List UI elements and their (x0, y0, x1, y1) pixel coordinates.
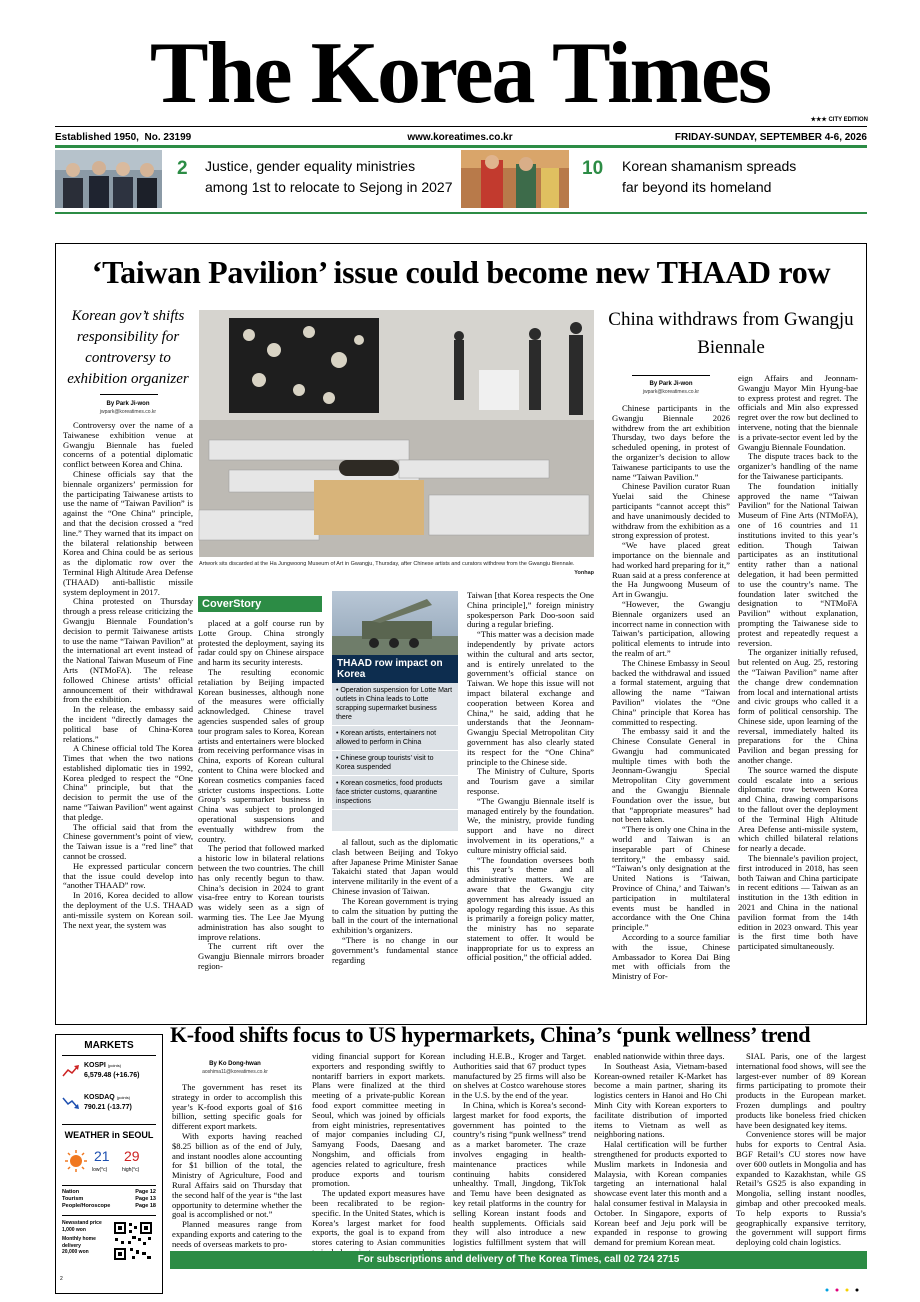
teaser-photo-shamanism[interactable] (461, 150, 569, 208)
deck-rule (100, 394, 158, 395)
high-label: high(°c) (122, 1167, 140, 1173)
lead-deck: Korean gov’t shifts responsibility for controversy to exhibition organizer (67, 308, 189, 387)
lead-column-3: al fallout, such as the diplomatic clash between Beijing and Tokyo after Japanese Prime Minister Sanae Takaichi stated that Japan would intervene militarily in the event of a Chinese invasion of Taiwan. The Korean government is trying to calm the situation by putting the ball in the court of the international exhibition’s organizers. “There is no change in our government’s fundamental stance regarding (332, 837, 458, 965)
masthead-rule (55, 126, 867, 127)
weather-title: WEATHER in SEOUL (64, 1130, 154, 1140)
page-index (56, 1186, 162, 1213)
weather-rule (62, 1124, 156, 1125)
price-info: Newsstand price 1,000 won Monthly home delivery 20,000 won (62, 1220, 102, 1255)
thaad-item: • Operation suspension for Lotte Mart outlets in China leads to Lotte scrapping supermarket business there (332, 683, 458, 726)
site-url[interactable]: www.koreatimes.co.kr (407, 132, 513, 143)
index-item[interactable]: People/Horoscope Page 18 (62, 1203, 156, 1209)
coverstory-label: CoverStory (198, 596, 322, 612)
kospi-value: 6,579.48 (+16.76) (84, 1072, 140, 1079)
kospi-label: KOSPI (points) (84, 1062, 122, 1069)
edition-label: ★★★ CITY EDITION (810, 117, 868, 123)
color-registration-dots (823, 1278, 867, 1284)
edition-stars: ★★★ (810, 117, 829, 123)
kfood-column-1: The government has reset its strategy in order to accomplish this year’s K-food exports goal of $16 billion, setting specific goals for different export markets. With exports having reached $8.25 billion as of the end of July, and instant noodles alone accounting for $1 billion of the total, the Ministry of Agriculture, Food and Rural Affairs said on Thursday that the second half of the year is “the last opportunity to determine whether the goal is accomplished or not.” Planned measures range from expanding exports and catering to the needs of overseas markets to pro- (172, 1082, 302, 1249)
down-trend-icon (62, 1096, 80, 1110)
thaad-item: • Chinese group tourists’ visit to Korea suspended (332, 751, 458, 776)
thaad-item: • Korean artists, entertainers not allowed to perform in China (332, 726, 458, 751)
thaad-box-title: THAAD row impact on Korea (332, 655, 458, 683)
low-temp: 21 (94, 1148, 110, 1164)
thaad-launcher-image (332, 591, 458, 655)
masthead-title: The Korea Times (149, 25, 771, 122)
thaad-item: • Korean cosmetics, food products face stricter customs, quarantine inspections (332, 776, 458, 810)
lead-email[interactable]: jwpark@koreatimes.co.kr (99, 409, 157, 415)
sidebar-box (55, 1034, 163, 1294)
qr-code-icon[interactable] (112, 1220, 154, 1262)
ministers-photo-icon (55, 150, 162, 208)
markets-rule (62, 1055, 156, 1056)
weather-block (56, 1145, 162, 1185)
teaser-green-rule (55, 212, 867, 214)
lead-photo[interactable] (199, 310, 594, 557)
subscription-banner[interactable]: For subscriptions and delivery of The Korea Times, call 02 724 2715 (170, 1251, 867, 1269)
lead-byline: By Park Ji-won (106, 401, 150, 407)
teaser-page-number: 10 (582, 158, 604, 179)
teaser-shamanism[interactable]: Korean shamanism spreads far beyond its homeland (622, 158, 797, 195)
side-column-2: eign Affairs and Jeonnam-Gwangju Mayor Min Hyung-bae to express protest and regret. The officials and Min also expressed regret over the row but declined to intervene, noting that the biennale is a private-sector event led by the Gwangju Biennale Foundation. The dispute traces back to the organizer’s handling of the name for the Taiwanese participants. The foundation initially approved the name “Taiwan Pavilion” for the National Taiwan Museum of Fine Arts (NTMoFA), one of 16 countries and 11 institutions invited to this year’s edition. Though Taiwan participates as an institutional entity rather than a national delegation, it had been permitted to use the country’s name. The foundation later switched the designation to “NTMoFA Pavilion” without explanation, prompting the Taiwanese side to protest and repeatedly request a reversion. The organizer initially refused, but relented on Aug. 25, restoring the “Taiwan Pavilion” name after the change drew condemnation from local and international artists and civic groups who called it a form of political censorship. The Chinese side, upon learning of the reversal, immediately halted its preparations for the China Pavilion and began pressing for another change. The source warned the dispute could escalate into a serious diplomatic row between Korea and China, drawing comparisons to the fallout over the deployment of the Terminal High Altitude Area Defense anti-missile system, which chilled bilateral relations for nearly a decade. The biennale’s pavilion project, first introduced in 2018, has seen both Taiwan and China participate in recent editions — Taiwan as an institution in the 13th edition in 2021 and China in the national pavilion format from the 14th edition in 2023 onward. This year is the first time both have participated simultaneously. (738, 373, 858, 952)
masthead-green-rule (55, 145, 867, 148)
lead-headline[interactable]: ‘Taiwan Pavilion’ issue could become new THAAD row (91, 254, 831, 290)
markets-title: MARKETS (84, 1040, 134, 1051)
established-label: Established 1950, No. 23199 (55, 132, 192, 143)
teaser-page-number: 2 (177, 158, 188, 179)
kospi-block (56, 1060, 162, 1092)
issue-date: FRIDAY-SUNDAY, SEPTEMBER 4-6, 2026 (674, 132, 867, 143)
discarded-artwork-photo-icon (199, 310, 594, 557)
kosdaq-label: KOSDAQ (points) (84, 1094, 131, 1101)
kfood-column-3: including H.E.B., Kroger and Target. Authorities said that 67 product types manufactured by 25 firms will also be on shelves at Costco warehouse stores in the U.S. by the end of the year. In China, which is Korea’s second-largest market for food exports, the government has pointed to the country’s rising “punk wellness” trend as a market barometer. The craze involves engaging in health-maintenance practices while continuing habits considered unhealthy. Tmall, Jingdong, TikTok and Temu have been designated as key retail platforms in the country for selling Korean instant foods and health supplements. Officials said they will also introduce a new logistics fulfillment system that will (453, 1051, 586, 1248)
kfood-byline: By Ko Dong-hwan (209, 1061, 261, 1067)
photo-credit: Yonhap (574, 570, 594, 576)
lead-column-1: Controversy over the name of a Taiwanese exhibition venue at Gwangju Biennale has fueled concerns of a potential diplomatic conflict between Korea and China. Chinese officials say that the biennale organizers’ permission for the participating Taiwanese artists to use the name of “Taiwan Pavilion” is against the “One China” principle, and that the decision crossed a “red line.” They warned that its impact on the bilateral relationship between Korea and China could be as serious as the diplomatic row over the Terminal High Altitude Area Defense (THAAD) anti-ballistic missile system deployment in 2017. China protested on Thursday through a press release criticizing the Gwangju Biennale Foundation’s decision to permit Taiwanese artists to use the name “Taiwan Pavilion” at the international art event instead of the National Taiwan Museum of Fine Arts (NTMoFA). The release followed Chinese artists’ official announcement of their withdrawal from the exhibition. In the release, the embassy said the incident “directly damages the political base of China-Korea relations.” A Chinese official told The Korea Times that when the two nations established diplomatic ties in 1992, Korea pledged to respect the “One China” principle, but that the decision to permit the use of the name “Taiwan Pavilion” went against that pledge. The official said that from the Chinese government’s point of view, the Taiwan issue is a “red line” that cannot be crossed. He expressed particular concern that the issue could develop into “another THAAD” row. In 2016, Korea decided to allow the deployment of the U.S. THAAD anti-missile system on Korean soil. The next year, the system was (63, 420, 193, 930)
side-story-headline[interactable]: China withdraws from Gwangju Biennale (608, 309, 854, 358)
side-byline-rule (632, 375, 710, 376)
kfood-column-2: viding financial support for Korean exporters and responding swiftly to nontariff barriers in export markets. Plans were finalized at the third meeting of a private-public Korean food export committee meeting in Seoul, which was joined by officials from eight ministries, representatives of major companies including CJ, Samyang Foods, Daesang and Nongshim, and officials from agencies related to agriculture, fresh produce exports and tourism promotion. The updated export measures have been recalibrated to be region-specific. In the United States, which is Korea’s largest market for food exports, the goal is to expand from stores catering to Asian communities (312, 1051, 445, 1248)
teaser-ministries[interactable]: Justice, gender equality ministries among 1st to relocate to Sejong in 2027 (205, 158, 453, 195)
index-item[interactable]: Tourism Page 13 (62, 1196, 156, 1202)
photo-caption: Artwork sits discarded at the Ha Jungwoong Museum of Art in Gwangju, Thursday, after Chinese artists and curators withdrew from the Gwangju Biennale. (199, 561, 575, 567)
up-trend-icon (62, 1064, 80, 1078)
missile-launcher-icon (332, 591, 458, 655)
registration-dots-icon (823, 1287, 867, 1293)
price-block (56, 1216, 162, 1264)
lead-column-2: placed at a golf course run by Lotte Group. China strongly protested the deployment, saying its radar could spy on Chinese airspace and harm its security interests. The resulting economic retaliation by Beijing impacted Korean businesses, although none of the measures were officially acknowledged. Chinese travel agencies suspended sales of group tour program sales to Korea, Korean artists and entertainers were blocked from receiving performance visas in China, exports of Korean cultural content to China were blocked and Korean cosmetics companies faced stricter customs inspections. Lotte Group’s supermarket business in China was subject to prolonged operational suspensions and eventually withdrew from the country. The period that followed marked a historic low in bilateral relations between the two countries. The chill has only recently begun to thaw. China’s decision in 2024 to grant visa-free entry to Korean tourists was widely seen as a sign of warming ties. The Lee Jae Myung administration has also sought to improve relations. The current rift over the Gwangju Biennale mirrors broader region- (198, 618, 324, 971)
kosdaq-value: 790.21 (-13.77) (84, 1104, 132, 1111)
page-number: 2 (60, 1276, 63, 1282)
kfood-headline[interactable]: K-food shifts focus to US hypermarkets, China’s ‘punk wellness’ trend (170, 1022, 811, 1047)
thaad-impact-box (332, 591, 458, 831)
low-label: low(°c) (92, 1167, 108, 1173)
side-byline: By Park Ji-won (649, 381, 693, 387)
side-column-1: Chinese participants in the Gwangju Biennale 2026 withdrew from the art exhibition Thursday, two days before the scheduled opening, in protest of the organizer’s decision to allow Taiwanese participants to use the name “Taiwan Pavilion.” Chinese Pavilion curator Ruan Yuelai said the Chinese participants “cannot accept this” and have unanimously decided to withdraw from the exhibition as a strong expression of protest. “We have placed great importance on the biennale and had worked hard preparing for it,” Ruan said at a press conference at the Ha Jungwoong Museum of Art in Gwangju. “However, the Gwangju Biennale organizers used an incorrect name in connection with Taiwan’s participation, allowing political elements to intrude into the realm of art.” The Chinese Embassy in Seoul backed the withdrawal and issued a formal statement, arguing that allowing the name “Taiwan Pavilion” violates the “One China” principle that Korea has committed to respecting. The embassy said it and the Chinese Consulate General in Gwangju had communicated multiple times with both the Jeonnam-Gwangju Special Metropolitan City government and the Gwangju Biennale Foundation over the issue, but that “appropriate measures” had not been taken. “There is only one China in the world and Taiwan is an inseparable part of Chinese territory,” the embassy said. “Taiwan’s only designation at the United Nations is ‘Taiwan, Province of China,’ and Taiwan’s participation in multilateral events must be handled in accordance with the One China principle.” According to a source familiar with the issue, Chinese Ambassador to Korea Dai Bing met with officials from the Ministry of For- (612, 403, 730, 982)
kfood-column-5: SIAL Paris, one of the largest international food shows, will see the largest-ever number of 89 Korean firms participating to promote their products in the European market. Frozen dumplings and poultry products like boneless fried chicken have been designated key items. Convenience stores will be major hubs for exports to Central Asia. BGF Retail’s CU stores now have over 600 outlets in Mongolia and has expanded to Kazakhstan, while GS Retail’s GS25 is also expanding in Mongolia, selling instant noodles, gimbap and other precooked meals. To help exports to Russia’s geographically expansive territory, the government will support firms deploying cold chain logistics. (736, 1051, 866, 1248)
kosdaq-block (56, 1092, 162, 1124)
kfood-column-4: enabled nationwide within three days. In Southeast Asia, Vietnam-based Korean-owned retailer K-Market has become a main partner, sharing its logistics centers in Hanoi and Ho Chi Minh City with Korean exporters to facilitate distribution of imported items to Vietnam as well as neighboring nations. Halal certification will be further strengthened for products exported to Muslim markets in Indonesia and Malaysia, with Korean companies targeting an international halal showcase event later this month and a halal consumer festival in Malaysia in October. In Singapore, exports of Korean beef and Jeju pork will be expanded in response to growing demand for premium Korean meat. (594, 1051, 727, 1248)
index-item[interactable]: Nation Page 12 (62, 1189, 156, 1195)
side-email[interactable]: jwpark@koreatimes.co.kr (642, 389, 700, 395)
lead-column-4: Taiwan [that Korea respects the One China principle],” foreign ministry spokesperson Park Doo-soon said during a regular briefing. “This matter was a decision made independently by private actors within the cultural and arts sector, and is entirely unrelated to the government’s official stance on Taiwan. We hope this issue will not impact bilateral exchange and cooperation between Korea and China,” he said, adding that he understands that the Jeonnam-Gwangju Special Metropolitan City government has also clearly stated its respect for the “One China” principle to the Chinese side. The Ministry of Culture, Sports and Tourism gave a similar response. “The Gwangju Biennale itself is managed entirely by the foundation. We, the ministry, provide funding support and have no direct involvement in its operations,” a culture ministry official said. “The foundation oversees both this year’s theme and all administrative matters. We are aware that the Gwangju city government has already issued an apology regarding this issue. As this is primarily a foreign policy matter, the ministry has no separate statement to offer. It would be inappropriate for us to express an official position,” the official added. (467, 590, 594, 963)
kfood-email[interactable]: aoshima11@koreatimes.co.kr (202, 1069, 268, 1075)
teaser-photo-ministries[interactable] (55, 150, 162, 208)
shaman-ritual-photo-icon (461, 150, 569, 208)
high-temp: 29 (124, 1148, 140, 1164)
sun-icon (64, 1149, 88, 1173)
